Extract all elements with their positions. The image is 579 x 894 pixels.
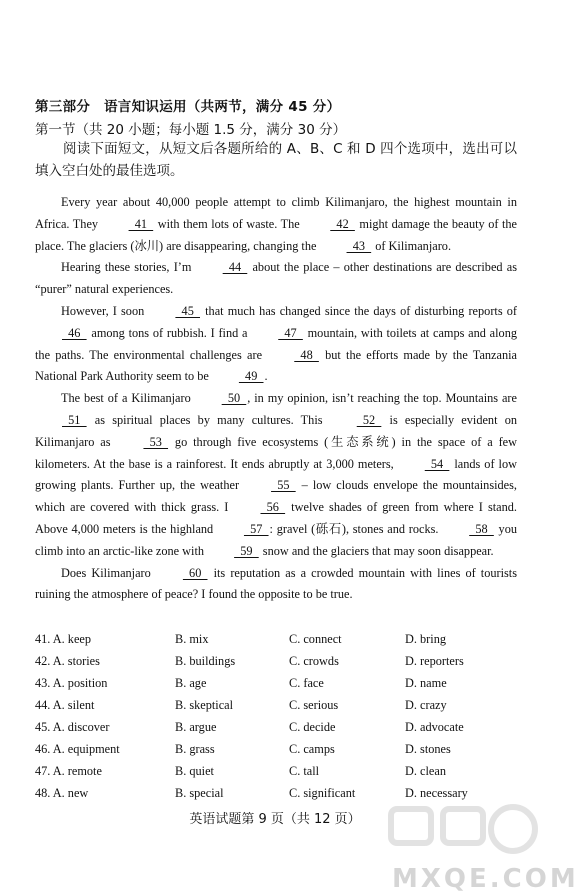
watermark-text: MXQE.COM <box>392 864 579 894</box>
option-d: D. reporters <box>405 654 464 668</box>
text: of Kilimanjaro. <box>372 238 452 253</box>
option-c: C. tall <box>289 764 320 778</box>
text: might damage the beauty of the place. The glaciers (冰川) are disappearing, changing the <box>35 216 517 253</box>
text: but the efforts made by the Tanzania National Park Authority seem to be <box>35 347 517 384</box>
page-footer: 英语试题第 9 页（共 12 页） <box>189 812 361 827</box>
option-a: 41. A. keep <box>35 632 92 646</box>
blank-45: 45 <box>175 303 200 318</box>
blank-44: 44 <box>222 260 248 275</box>
text: snow and the glaciers that may soon disappear. <box>259 543 494 558</box>
text: . <box>264 369 268 384</box>
option-a: 48. A. new <box>35 786 89 800</box>
blank-53: 53 <box>143 434 169 449</box>
option-c: C. crowds <box>289 654 339 668</box>
text: – low clouds envelope the mountainsides, which are covered with thick grass. I <box>35 478 517 515</box>
option-row <box>35 696 515 718</box>
answer-options <box>35 630 515 806</box>
text: However, I soon <box>61 303 149 318</box>
paragraph-5 <box>35 563 517 607</box>
option-c: C. face <box>289 676 324 690</box>
option-row <box>35 652 515 674</box>
text: you climb into an arctic-like zone with <box>35 521 517 558</box>
option-b: B. buildings <box>175 654 236 668</box>
paragraph-2 <box>35 257 517 301</box>
blank-42: 42 <box>330 216 355 231</box>
text: Every year about 40,000 people attempt to climb Kilimanjaro, the highest mountain in Africa. They <box>35 195 517 231</box>
text: among tons of rubbish. I find a <box>87 325 252 340</box>
blank-50: 50 <box>221 391 247 406</box>
option-d: D. necessary <box>405 786 468 800</box>
option-row <box>35 674 515 696</box>
option-b: B. quiet <box>175 764 214 778</box>
option-c: C. connect <box>289 632 342 646</box>
blank-56: 56 <box>260 500 286 515</box>
paragraph-4 <box>35 388 517 562</box>
cloze-passage <box>35 192 517 606</box>
text: its reputation as a crowded mountain with lines of tourists ruining the atmosphere of peace? I found the opposite to be true. <box>35 565 518 602</box>
option-row <box>35 740 515 762</box>
subsection-heading: 第一节（共 20 小题；每小题 1.5 分，满分 30 分） <box>35 122 347 138</box>
blank-60: 60 <box>182 565 208 580</box>
option-c: C. significant <box>289 786 356 800</box>
option-c: C. camps <box>289 742 335 756</box>
option-d: D. name <box>405 676 447 690</box>
blank-55: 55 <box>271 478 296 493</box>
option-b: B. grass <box>175 742 215 756</box>
text: that much has changed since the days of disturbing reports of <box>201 303 517 318</box>
instructions: 阅读下面短文，从短文后各题所给的 A、B、C 和 D 四个选项中，选出可以填入空白处的最佳选项。 <box>35 141 517 179</box>
blank-48: 48 <box>294 347 319 362</box>
option-b: B. argue <box>175 720 217 734</box>
option-a: 43. A. position <box>35 676 108 690</box>
option-a: 45. A. discover <box>35 720 110 734</box>
blank-57: 57 <box>243 521 269 536</box>
blank-51: 51 <box>62 412 87 427</box>
option-a: 42. A. stories <box>35 654 100 668</box>
text: Hearing these stories, I’m <box>61 260 196 275</box>
section-heading: 第三部分 语言知识运用（共两节，满分 45 分） <box>35 99 341 115</box>
blank-52: 52 <box>356 412 382 427</box>
text: twelve shades of green from where I stand. Above 4,000 meters is the highland <box>35 500 517 536</box>
text: The best of a Kilimanjaro <box>61 391 195 406</box>
text: go through five ecosystems (生态系统) in the space of a few kilometers. At the base is a rainforest. It ends abruptly at 3,000 meters, <box>35 434 518 471</box>
option-row <box>35 718 515 740</box>
option-b: B. mix <box>175 632 209 646</box>
blank-41: 41 <box>128 216 154 231</box>
text: with them lots of waste. The <box>154 216 304 231</box>
option-d: D. stones <box>405 742 451 756</box>
blank-58: 58 <box>469 521 494 536</box>
option-d: D. bring <box>405 632 446 646</box>
blank-54: 54 <box>424 456 450 471</box>
blank-49: 49 <box>238 369 264 384</box>
option-b: B. age <box>175 676 207 690</box>
option-a: 47. A. remote <box>35 764 102 778</box>
blank-59: 59 <box>234 543 259 558</box>
option-b: B. skeptical <box>175 698 234 712</box>
text: Does Kilimanjaro <box>61 565 156 580</box>
option-b: B. special <box>175 786 224 800</box>
paragraph-1 <box>35 192 517 257</box>
blank-47: 47 <box>278 325 303 340</box>
text: mountain, with toilets at camps and along the paths. The environmental challenges are <box>35 325 517 362</box>
option-c: C. decide <box>289 720 336 734</box>
text: is especially evident on Kilimanjaro as <box>35 412 517 449</box>
option-d: D. clean <box>405 764 446 778</box>
blank-43: 43 <box>346 238 372 253</box>
option-a: 44. A. silent <box>35 698 95 712</box>
text: as spiritual places by many cultures. This <box>87 412 330 427</box>
text: : gravel (砾石), stones and rocks. <box>269 521 443 536</box>
option-a: 46. A. equipment <box>35 742 120 756</box>
option-row <box>35 630 515 652</box>
text: , in my opinion, isn’t reaching the top. Mountains are <box>247 391 517 406</box>
paragraph-3 <box>35 301 517 388</box>
text: lands of low growing plants. Further up, the weather <box>35 456 517 493</box>
option-d: D. crazy <box>405 698 447 712</box>
text: about the place – other destinations are described as “purer” natural experiences. <box>35 260 518 297</box>
option-c: C. serious <box>289 698 339 712</box>
blank-46: 46 <box>62 325 87 340</box>
option-row <box>35 762 515 784</box>
option-d: D. advocate <box>405 720 464 734</box>
